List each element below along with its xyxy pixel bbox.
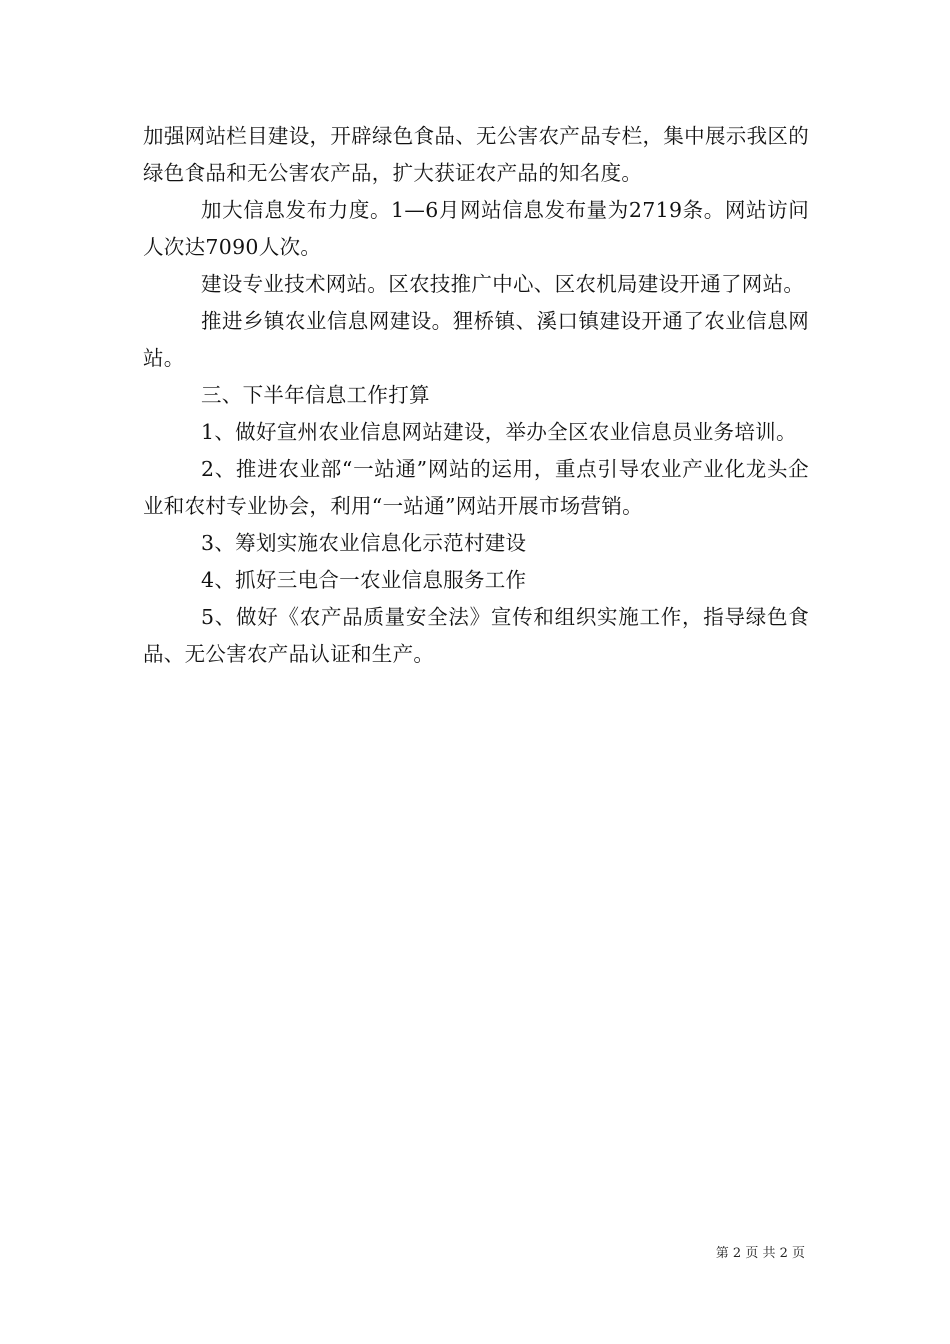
document-body bbox=[143, 118, 809, 673]
plan-item-3: 3、筹划实施农业信息化示范村建设 bbox=[201, 531, 527, 555]
paragraph-website-columns: 加强网站栏目建设，开辟绿色食品、无公害农产品专栏，集中展示我区的绿色食品和无公害农产品，扩大获证农产品的知名度。 bbox=[143, 124, 809, 185]
section-heading-second-half-plan: 三、下半年信息工作打算 bbox=[201, 383, 430, 407]
plan-item-1: 1、做好宣州农业信息网站建设，举办全区农业信息员业务培训。 bbox=[201, 420, 797, 444]
paragraph-township-network: 推进乡镇农业信息网建设。狸桥镇、溪口镇建设开通了农业信息网站。 bbox=[143, 309, 809, 370]
plan-item-2: 2、推进农业部“一站通”网站的运用，重点引导农业产业化龙头企业和农村专业协会，利用“一站通”网站开展市场营销。 bbox=[143, 457, 809, 518]
paragraph-professional-websites: 建设专业技术网站。区农技推广中心、区农机局建设开通了网站。 bbox=[201, 272, 805, 296]
page-number-footer: 第 2 页 共 2 页 bbox=[715, 1246, 805, 1261]
paragraph-info-release: 加大信息发布力度。1—6月网站信息发布量为2719条。网站访问人次达7090人次。 bbox=[143, 198, 809, 259]
plan-item-5: 5、做好《农产品质量安全法》宣传和组织实施工作，指导绿色食品、无公害农产品认证和生产。 bbox=[143, 605, 809, 666]
plan-item-4: 4、抓好三电合一农业信息服务工作 bbox=[201, 568, 527, 592]
